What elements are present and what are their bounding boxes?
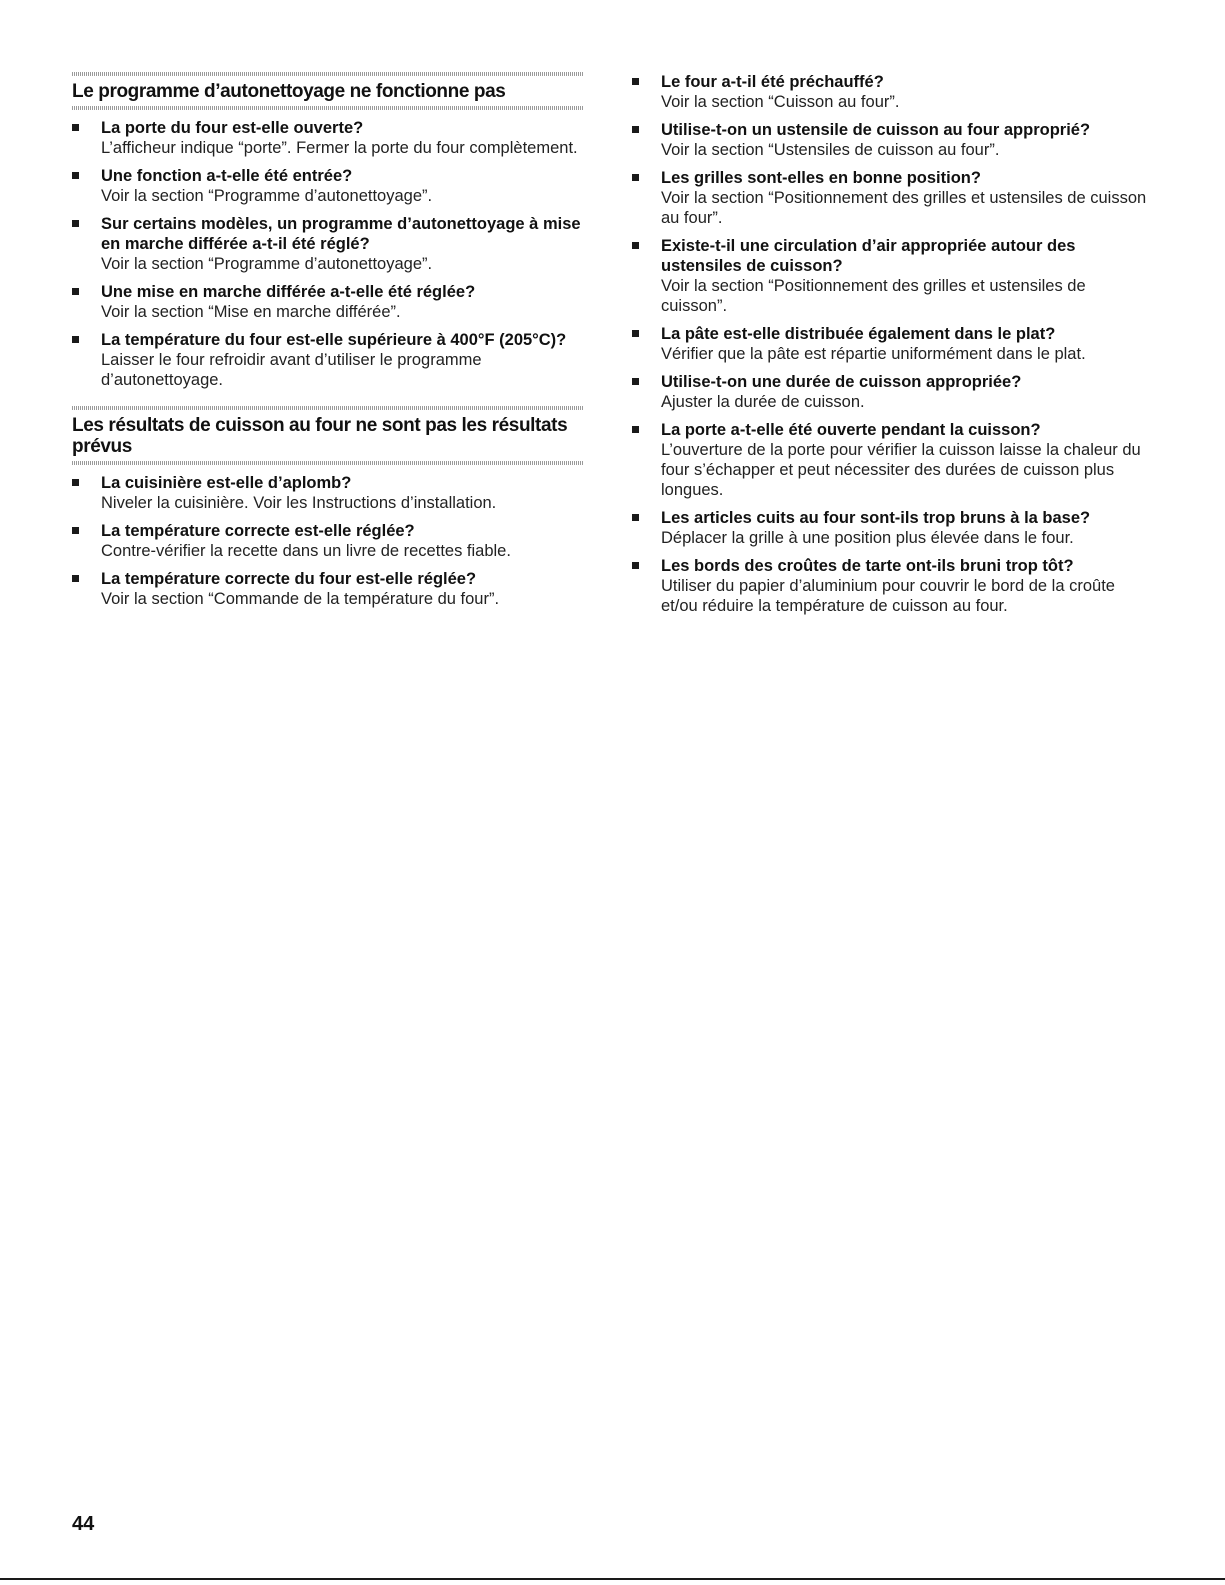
question: Les bords des croûtes de tarte ont-ils bruni trop tôt? [661, 557, 1074, 575]
question: Utilise-t-on un ustensile de cuisson au four approprié? [661, 121, 1091, 139]
square-bullet-icon [72, 124, 79, 131]
answer: Voir la section “Ustensiles de cuisson au four”. [661, 141, 1000, 159]
list-item [622, 420, 1152, 500]
square-bullet-icon [72, 172, 79, 179]
question-list [622, 72, 1152, 616]
answer: Voir la section “Programme d’autonettoyage”. [101, 187, 433, 205]
square-bullet-icon [72, 288, 79, 295]
list-item [622, 168, 1152, 228]
square-bullet-icon [632, 242, 639, 249]
square-bullet-icon [632, 426, 639, 433]
answer: Voir la section “Positionnement des grilles et ustensiles de cuisson au four”. [661, 189, 1147, 227]
dotted-rule [72, 461, 584, 465]
question: La cuisinière est-elle d’aplomb? [101, 474, 352, 492]
answer: Déplacer la grille à une position plus élevée dans le four. [661, 529, 1074, 547]
list-item [62, 118, 594, 158]
answer: Voir la section “Programme d’autonettoyage”. [101, 255, 433, 273]
answer: Vérifier que la pâte est répartie uniformément dans le plat. [661, 345, 1086, 363]
square-bullet-icon [72, 575, 79, 582]
question: La température correcte est-elle réglée? [101, 522, 415, 540]
question: Sur certains modèles, un programme d’autonettoyage à mise en marche différée a-t-il été réglé? [101, 215, 581, 253]
square-bullet-icon [632, 378, 639, 385]
section-title: Les résultats de cuisson au four ne sont pas les résultats prévus [72, 415, 568, 457]
list-item [622, 236, 1152, 316]
list-item [622, 508, 1152, 548]
list-item [62, 473, 594, 513]
question: La porte a-t-elle été ouverte pendant la cuisson? [661, 421, 1041, 439]
square-bullet-icon [632, 174, 639, 181]
list-item [62, 330, 594, 390]
list-item [62, 282, 594, 322]
left-column [62, 0, 594, 623]
section-self-clean [62, 72, 594, 390]
page-number: 44 [72, 1513, 95, 1535]
question-list [62, 118, 594, 390]
bottom-rule [0, 1578, 1225, 1580]
square-bullet-icon [632, 514, 639, 521]
answer: Voir la section “Positionnement des grilles et ustensiles de cuisson”. [661, 277, 1086, 315]
list-item [622, 72, 1152, 112]
square-bullet-icon [632, 126, 639, 133]
answer: Ajuster la durée de cuisson. [661, 393, 865, 411]
square-bullet-icon [72, 479, 79, 486]
dotted-rule [72, 106, 584, 110]
answer: Voir la section “Commande de la température du four”. [101, 590, 500, 608]
section-header [62, 72, 594, 110]
question: La température correcte du four est-elle réglée? [101, 570, 477, 588]
question: La température du four est-elle supérieure à 400°F (205°C)? [101, 331, 567, 349]
square-bullet-icon [632, 562, 639, 569]
list-item [62, 214, 594, 274]
answer: L’ouverture de la porte pour vérifier la cuisson laisse la chaleur du four s’échapper et peut nécessiter des durées de cuisson plus longues. [661, 441, 1141, 499]
question: La pâte est-elle distribuée également dans le plat? [661, 325, 1056, 343]
question: Une mise en marche différée a-t-elle été réglée? [101, 283, 476, 301]
answer: Contre-vérifier la recette dans un livre de recettes fiable. [101, 542, 511, 560]
answer: Voir la section “Mise en marche différée”. [101, 303, 401, 321]
list-item [622, 556, 1152, 616]
section-baking-results [62, 406, 594, 609]
question: Les grilles sont-elles en bonne position? [661, 169, 981, 187]
square-bullet-icon [72, 336, 79, 343]
right-column [622, 64, 1152, 616]
section-header [62, 406, 594, 465]
square-bullet-icon [632, 78, 639, 85]
square-bullet-icon [632, 330, 639, 337]
section-title: Le programme d’autonettoyage ne fonctionne pas [72, 81, 506, 102]
question-list [62, 473, 594, 609]
question: Une fonction a-t-elle été entrée? [101, 167, 353, 185]
question: Utilise-t-on une durée de cuisson appropriée? [661, 373, 1022, 391]
list-item [62, 521, 594, 561]
question: La porte du four est-elle ouverte? [101, 119, 364, 137]
list-item [62, 569, 594, 609]
answer: L’afficheur indique “porte”. Fermer la porte du four complètement. [101, 139, 578, 157]
list-item [622, 120, 1152, 160]
square-bullet-icon [72, 527, 79, 534]
list-item [622, 372, 1152, 412]
question: Le four a-t-il été préchauffé? [661, 73, 884, 91]
question: Existe-t-il une circulation d’air appropriée autour des ustensiles de cuisson? [661, 237, 1076, 275]
square-bullet-icon [72, 220, 79, 227]
list-item [62, 166, 594, 206]
answer: Voir la section “Cuisson au four”. [661, 93, 900, 111]
answer: Laisser le four refroidir avant d’utiliser le programme d’autonettoyage. [101, 351, 482, 389]
list-item [622, 324, 1152, 364]
question: Les articles cuits au four sont-ils trop bruns à la base? [661, 509, 1091, 527]
answer: Utiliser du papier d’aluminium pour couvrir le bord de la croûte et/ou réduire la température de cuisson au four. [661, 577, 1115, 615]
answer: Niveler la cuisinière. Voir les Instructions d’installation. [101, 494, 497, 512]
